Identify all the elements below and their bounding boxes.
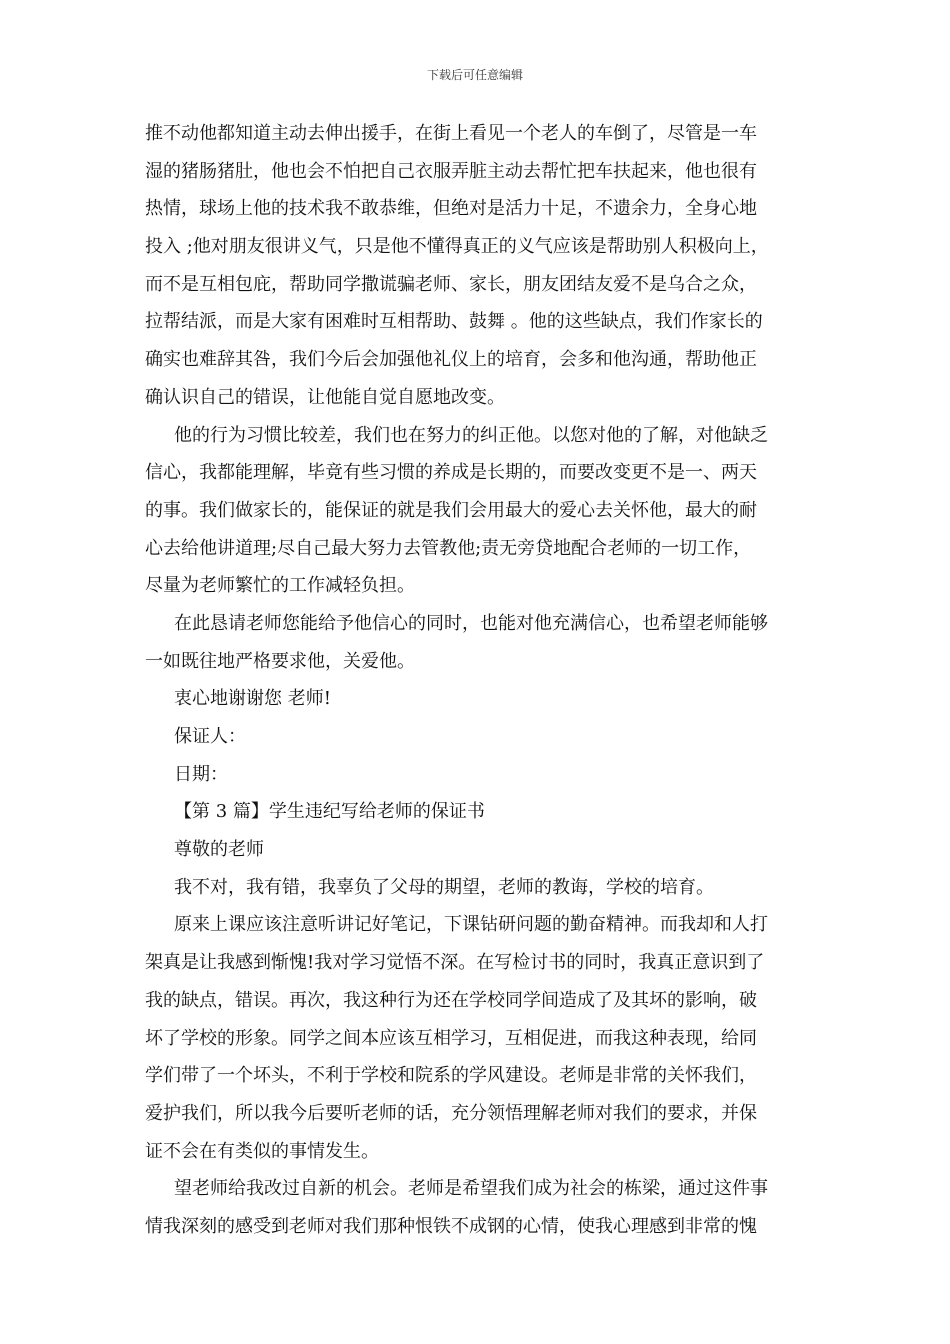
salutation: 尊敬的老师: [174, 839, 264, 861]
text-line: 我不对，我有错，我辜负了父母的期望，老师的教诲，学校的培育。: [174, 876, 714, 898]
text-line: 原来上课应该注意听讲记好笔记，下课钻研问题的勤奋精神。而我却和人打: [174, 914, 768, 936]
text-line: 他的行为习惯比较差，我们也在努力的纠正他。以您对他的了解，对他缺乏: [174, 424, 768, 446]
text-line: 爱护我们，所以我今后要听老师的话，充分领悟理解老师对我们的要求，并保: [145, 1102, 757, 1124]
text-line: 证不会在有类似的事情发生。: [145, 1140, 379, 1162]
text-line: 坏了学校的形象。同学之间本应该互相学习，互相促进，而我这种表现，给同: [145, 1027, 757, 1049]
text-line: 情我深刻的感受到老师对我们那种恨铁不成钢的心情，使我心理感到非常的愧: [145, 1215, 757, 1237]
text-line: 学们带了一个坏头，不利于学校和院系的学风建设。老师是非常的关怀我们，: [145, 1065, 757, 1087]
text-line: 湿的猪肠猪肚，他也会不怕把自己衣服弄脏主动去帮忙把车扶起来，他也很有: [145, 160, 757, 182]
document-body: [145, 115, 810, 1246]
text-line: 投入 ;他对朋友很讲义气，只是他不懂得真正的义气应该是帮助别人积极向上，: [145, 236, 769, 258]
page-header: 下载后可任意编辑: [426, 68, 523, 82]
text-line: 尽量为老师繁忙的工作减轻负担。: [145, 575, 415, 597]
text-line: 信心，我都能理解，毕竟有些习惯的养成是长期的，而要改变更不是一、两天: [145, 462, 757, 484]
text-line: 确实也难辞其咎，我们今后会加强他礼仪上的培育，会多和他沟通，帮助他正: [145, 349, 757, 371]
text-line: 而不是互相包庇，帮助同学撒谎骗老师、家长，朋友团结友爱不是乌合之众，: [145, 273, 757, 295]
date-label: 日期：: [174, 763, 228, 785]
closing-thanks: 衷心地谢谢您 老师!: [174, 688, 331, 710]
text-line: 推不动他都知道主动去伸出援手，在街上看见一个老人的车倒了，尽管是一车: [145, 123, 757, 144]
text-line: 一如既往地严格要求他，关爱他。: [145, 650, 415, 672]
text-line: 拉帮结派，而是大家有困难时互相帮助、鼓舞 。他的这些缺点，我们作家长的: [145, 311, 763, 333]
text-line: 的事。我们做家长的，能保证的就是我们会用最大的爱心去关怀他，最大的耐: [145, 499, 757, 521]
text-line: 架真是让我感到惭愧!我对学习觉悟不深。在写检讨书的同时，我真正意识到了: [145, 952, 765, 974]
text-line: 心去给他讲道理;尽自己最大努力去管教他;责无旁贷地配合老师的一切工作，: [145, 537, 752, 559]
section-title: 【第 3 篇】学生违纪写给老师的保证书: [174, 801, 485, 823]
guarantor-label: 保证人：: [174, 726, 246, 747]
text-line: 望老师给我改过自新的机会。老师是希望我们成为社会的栋梁，通过这件事: [174, 1178, 768, 1200]
text-line: 我的缺点，错误。再次，我这种行为还在学校同学间造成了及其坏的影响，破: [145, 989, 757, 1011]
text-line: 确认识自己的错误，让他能自觉自愿地改变。: [145, 386, 505, 408]
text-line: 在此恳请老师您能给予他信心的同时，也能对他充满信心，也希望老师能够: [174, 612, 768, 634]
text-line: 热情，球场上他的技术我不敢恭维，但绝对是活力十足，不遗余力，全身心地: [145, 198, 757, 220]
